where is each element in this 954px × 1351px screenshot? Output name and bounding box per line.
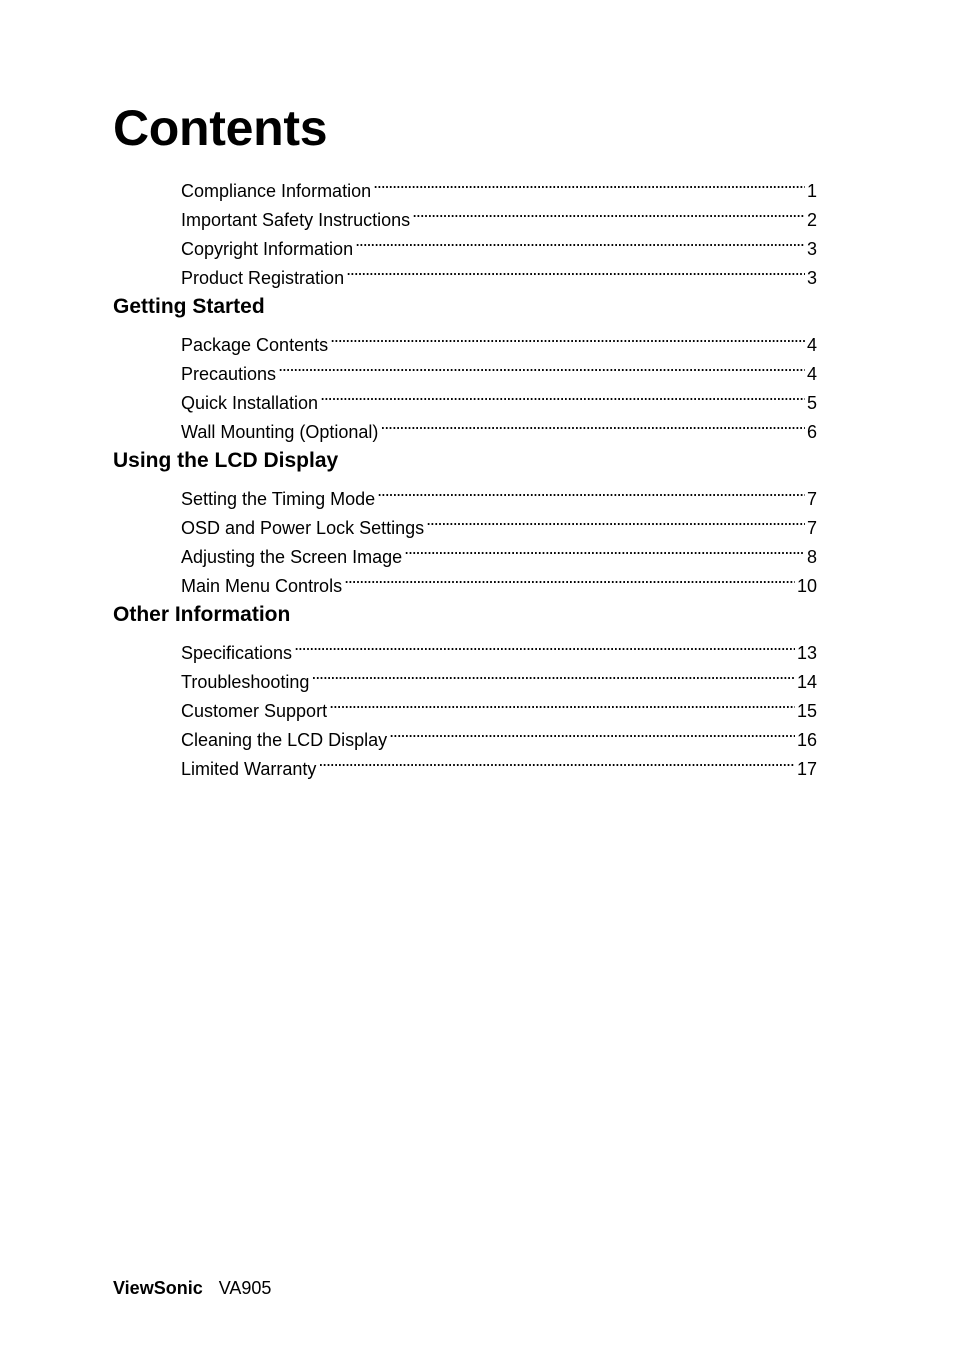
dot-leader (278, 351, 805, 380)
toc-entry-page: 3 (806, 268, 817, 288)
dot-leader (311, 659, 795, 688)
dot-leader (404, 534, 805, 563)
dot-leader (373, 168, 805, 197)
toc-entry-page: 1 (806, 181, 817, 201)
toc-entry-title: Copyright Information (181, 239, 354, 259)
toc-entry-title: Product Registration (181, 268, 345, 288)
section-heading-getting-started[interactable]: Getting Started (113, 295, 265, 318)
toc-entry-page: 16 (796, 730, 817, 750)
toc-entry-title: Compliance Information (181, 181, 372, 201)
toc-entry-page: 7 (806, 518, 817, 538)
toc-entry-page: 14 (796, 672, 817, 692)
toc-entry-compliance-information[interactable] (181, 168, 817, 201)
toc-entry-page: 8 (806, 547, 817, 567)
toc-entry-page: 3 (806, 239, 817, 259)
toc-entry-page: 7 (806, 489, 817, 509)
dot-leader (294, 630, 795, 659)
toc-list (113, 476, 817, 596)
dot-leader (344, 563, 795, 592)
toc-entry-title: Precautions (181, 364, 277, 384)
toc-entry-setting-the-timing-mode[interactable] (181, 476, 817, 509)
toc-group-other-information (113, 600, 817, 779)
toc-entry-page: 6 (806, 422, 817, 442)
toc-entry-page: 13 (796, 643, 817, 663)
toc-entry-title: Wall Mounting (Optional) (181, 422, 379, 442)
toc-entry-quick-installation[interactable] (181, 380, 817, 413)
toc-list (113, 322, 817, 442)
dot-leader (377, 476, 805, 505)
toc-group-front-matter (113, 168, 817, 288)
page-footer (113, 1276, 271, 1300)
dot-leader (318, 746, 795, 775)
toc-entry-package-contents[interactable] (181, 322, 817, 355)
dot-leader (346, 255, 805, 284)
toc-entry-page: 5 (806, 393, 817, 413)
toc-entry-page: 4 (806, 364, 817, 384)
dot-leader (412, 197, 805, 226)
footer-model: VA905 (218, 1278, 272, 1298)
toc-entry-title: Customer Support (181, 701, 328, 721)
toc-entry-page: 10 (796, 576, 817, 596)
toc-entry-page: 15 (796, 701, 817, 721)
footer-brand: ViewSonic (113, 1278, 203, 1298)
toc-group-getting-started (113, 292, 817, 442)
toc-entry-specifications[interactable] (181, 630, 817, 663)
toc-entry-title: Troubleshooting (181, 672, 310, 692)
dot-leader (320, 380, 805, 409)
toc-entry-page: 17 (796, 759, 817, 779)
section-heading-other-information[interactable]: Other Information (113, 603, 291, 626)
section-heading-using-the-lcd-display[interactable]: Using the LCD Display (113, 449, 339, 472)
dot-leader (389, 717, 795, 746)
toc-entry-title: Limited Warranty (181, 759, 317, 779)
toc-list (113, 630, 817, 779)
toc-entry-title: Quick Installation (181, 393, 319, 413)
toc-list (113, 168, 817, 288)
toc-entry-page: 4 (806, 335, 817, 355)
toc-entry-title: Setting the Timing Mode (181, 489, 376, 509)
dot-leader (380, 409, 805, 438)
toc-entry-page: 2 (806, 210, 817, 230)
toc-group-using-the-lcd-display (113, 446, 817, 596)
toc-entry-title: Package Contents (181, 335, 329, 355)
toc-entry-title: Cleaning the LCD Display (181, 730, 388, 750)
dot-leader (330, 322, 805, 351)
dot-leader (329, 688, 795, 717)
dot-leader (426, 505, 805, 534)
toc-entry-title: Specifications (181, 643, 293, 663)
toc-entry-title: Important Safety Instructions (181, 210, 411, 230)
toc-entry-title: Adjusting the Screen Image (181, 547, 403, 567)
dot-leader (355, 226, 805, 255)
toc-entry-title: OSD and Power Lock Settings (181, 518, 425, 538)
page-title: Contents (113, 100, 328, 156)
table-of-contents (113, 168, 817, 779)
toc-entry-title: Main Menu Controls (181, 576, 343, 596)
